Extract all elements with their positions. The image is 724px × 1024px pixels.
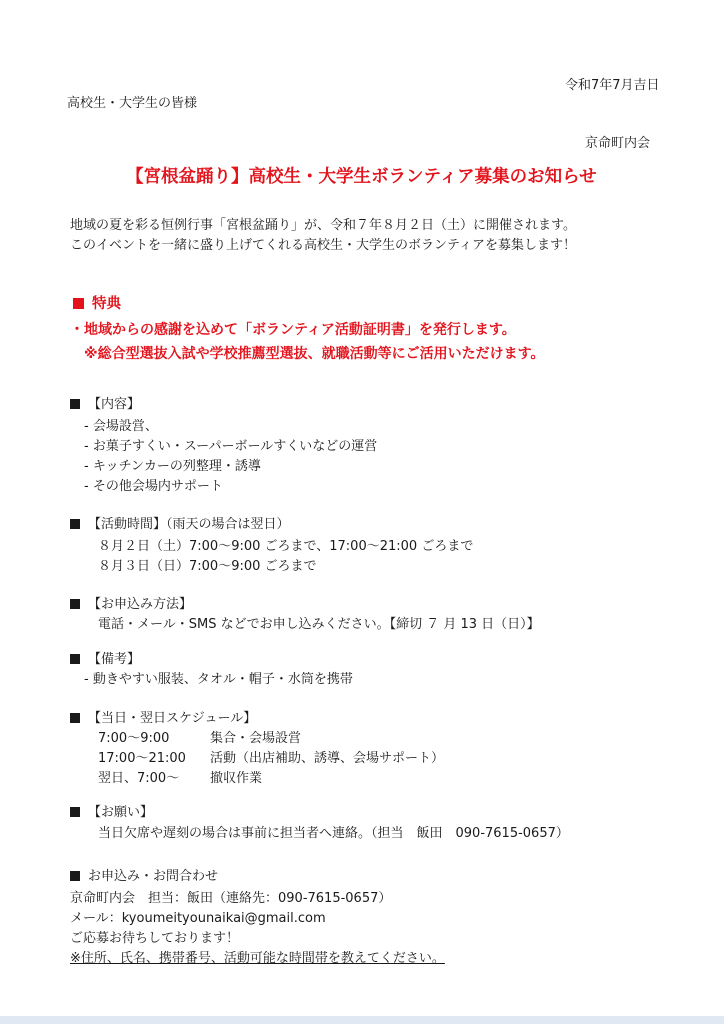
contact-heading <box>70 869 218 885</box>
addressee: 高校生・大学生の皆様 <box>67 96 198 111</box>
intro-line-2: このイベントを一緒に盛り上げてくれる高校生・大学生のボランティアを募集します！ <box>70 238 576 253</box>
benefit-heading-text: 特典 <box>92 296 121 312</box>
notes-heading <box>70 652 140 668</box>
page-bottom-strip <box>0 1016 724 1024</box>
content-item: - お菓子すくい・スーパーボールすくいなどの運営 <box>84 439 378 454</box>
notes-heading-text: 【備考】 <box>88 652 141 667</box>
apply-method-line: 電話・メール・SMS などでお申し込みください。【締切 ７ 月 13 日（日）】 <box>98 617 540 632</box>
content-item: - キッチンカーの列整理・誘導 <box>84 459 261 474</box>
schedule-heading-text: 【当日・翌日スケジュール】 <box>88 711 257 726</box>
date: 令和7年7月吉日 <box>565 78 660 93</box>
square-bullet-icon <box>70 654 80 664</box>
schedule-task: 撤収作業 <box>210 771 263 786</box>
request-line: 当日欠席や遅刻の場合は事前に担当者へ連絡。（担当 飯田 090-7615-0657） <box>98 826 569 841</box>
page-title: 【宮根盆踊り】高校生・大学生ボランティア募集のお知らせ <box>126 167 597 187</box>
apply-method-heading <box>70 597 192 613</box>
contact-line-4: ※住所、氏名、携帯番号、活動可能な時間帯を教えてください。 <box>70 951 445 966</box>
benefit-line-2: ※総合型選抜入試や学校推薦型選抜、就職活動等にご活用いただけます。 <box>84 346 545 362</box>
content-item: - 会場設営、 <box>84 419 158 434</box>
notes-line: - 動きやすい服装、タオル・帽子・水筒を携帯 <box>84 672 353 687</box>
square-bullet-icon <box>70 871 80 881</box>
square-bullet-icon <box>70 399 80 409</box>
contact-line-1: 京命町内会 担当：飯田（連絡先：090-7615-0657） <box>70 891 392 906</box>
request-heading <box>70 805 153 821</box>
hours-heading <box>70 517 290 533</box>
hours-heading-text: 【活動時間】（雨天の場合は翌日） <box>88 517 290 532</box>
schedule-time: 7:00～9:00 <box>98 731 170 746</box>
content-heading-text: 【内容】 <box>88 397 141 412</box>
request-heading-text: 【お願い】 <box>88 805 154 820</box>
schedule-time: 17:00～21:00 <box>98 751 186 766</box>
benefit-heading <box>73 295 121 313</box>
schedule-task: 活動（出店補助、誘導、会場サポート） <box>210 751 445 766</box>
apply-method-heading-text: 【お申込み方法】 <box>88 597 193 612</box>
contact-email: メール：kyoumeityounaikai@gmail.com <box>70 911 326 926</box>
schedule-task: 集合・会場設営 <box>210 731 302 746</box>
square-bullet-icon <box>70 713 80 723</box>
intro-line-1: 地域の夏を彩る恒例行事「宮根盆踊り」が、令和７年８月２日（土）に開催されます。 <box>70 218 576 233</box>
schedule-time: 翌日、7:00～ <box>98 771 180 786</box>
hours-line-1: ８月２日（土）7:00～9:00 ごろまで、17:00～21:00 ごろまで <box>98 539 474 554</box>
content-heading <box>70 397 140 413</box>
contact-heading-text: お申込み・お問合わせ <box>88 869 219 884</box>
square-bullet-icon <box>73 298 84 309</box>
content-item: - その他会場内サポート <box>84 479 223 494</box>
contact-line-3: ご応募お待ちしております！ <box>70 931 240 946</box>
square-bullet-icon <box>70 519 80 529</box>
hours-line-2: ８月３日（日）7:00～9:00 ごろまで <box>98 559 317 574</box>
sender: 京命町内会 <box>585 136 651 151</box>
schedule-heading <box>70 711 256 727</box>
benefit-line-1: ・地域からの感謝を込めて「ボランティア活動証明書」を発行します。 <box>70 322 516 338</box>
square-bullet-icon <box>70 807 80 817</box>
square-bullet-icon <box>70 599 80 609</box>
